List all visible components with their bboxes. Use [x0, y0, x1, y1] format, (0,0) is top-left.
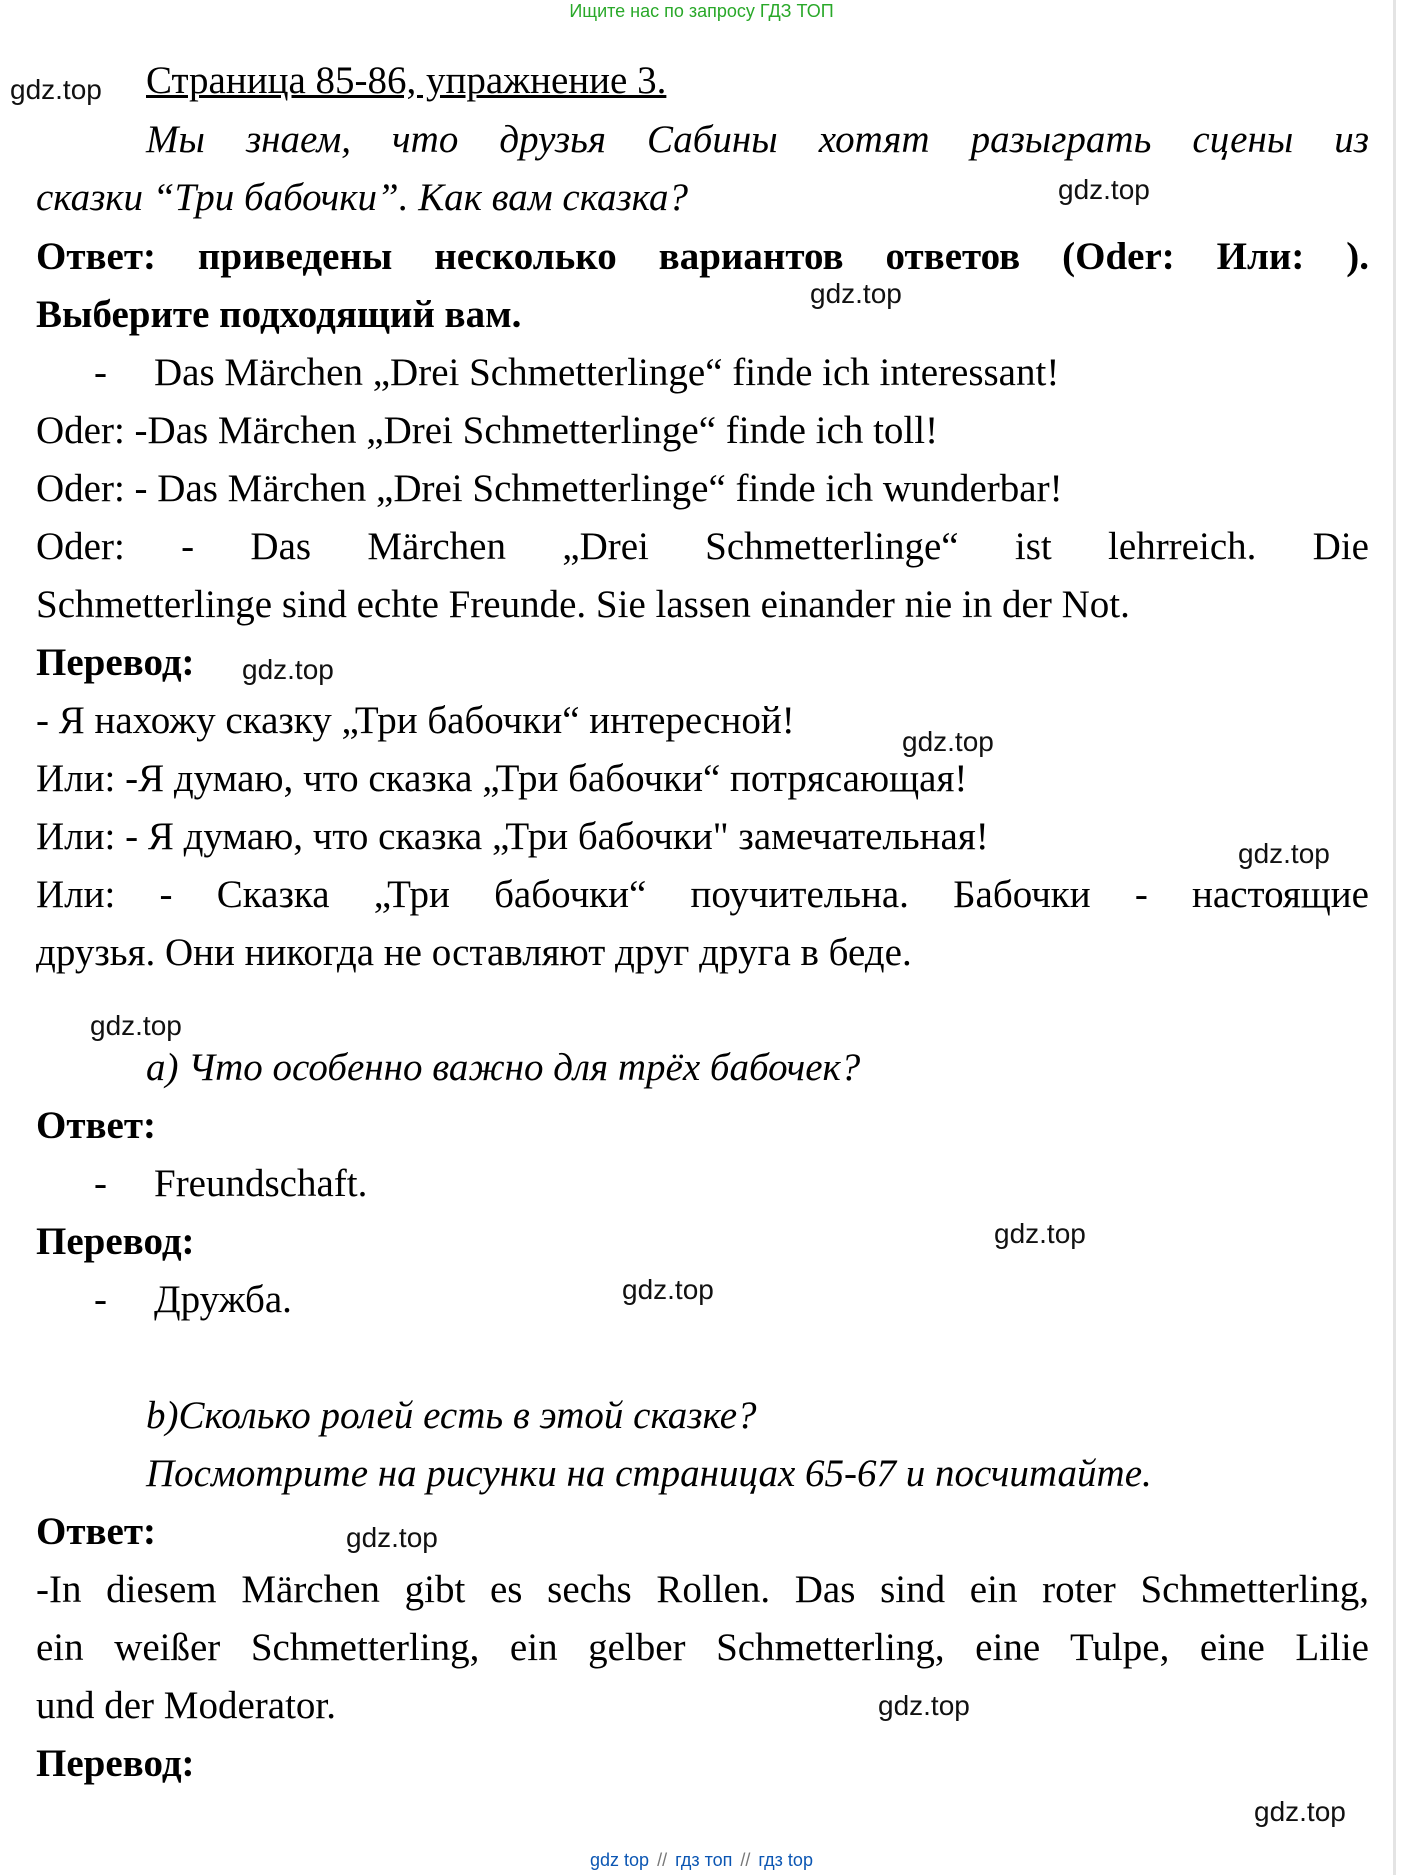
footer-link-gdz-top[interactable]: gdz top: [590, 1850, 650, 1870]
part-b-instruction: Посмотрите на рисунки на страницах 65-67 и посчитайте.: [146, 1452, 1152, 1495]
watermark: gdz.top: [242, 654, 334, 685]
watermark: gdz.top: [810, 278, 902, 309]
exercise-title: Страница 85-86, упражнение 3.: [146, 59, 667, 102]
watermark: gdz.top: [1254, 1796, 1346, 1827]
watermark: gdz.top: [90, 1010, 182, 1041]
german-answer-4-line-1: Oder: - Das Märchen „Drei Schmetterlinge“ ist lehrreich. Die: [36, 525, 1369, 568]
watermark: gdz.top: [346, 1522, 438, 1553]
answer-heading-line-2: Выберите подходящий вам.: [36, 293, 522, 336]
page-edge-rule: [1393, 0, 1396, 1875]
watermark: gdz.top: [994, 1218, 1086, 1249]
list-dash: -: [94, 1162, 107, 1205]
translation-4-line-1: Или: - Сказка „Три бабочки“ поучительна. Бабочки - настоящие: [36, 873, 1369, 916]
list-dash: -: [94, 1278, 107, 1321]
translation-4-line-2: друзья. Они никогда не оставляют друг друга в беде.: [36, 931, 912, 974]
watermark: gdz.top: [902, 726, 994, 757]
german-answer-2: Oder: -Das Märchen „Drei Schmetterlinge“ finde ich toll!: [36, 409, 939, 452]
part-a-translation-label: Перевод:: [36, 1220, 195, 1263]
part-b-answer-label: Ответ:: [36, 1510, 157, 1553]
footer-link-gdz-top-ru[interactable]: гдз топ: [675, 1850, 733, 1870]
part-a-question: a) Что особенно важно для трёх бабочек?: [146, 1046, 861, 1089]
german-answer-1-text: Das Märchen „Drei Schmetterlinge“ finde ich interessant!: [154, 351, 1060, 394]
part-b-question: b)Сколько ролей есть в этой сказке?: [146, 1394, 757, 1437]
watermark: gdz.top: [1238, 838, 1330, 869]
footer-separator: //: [740, 1850, 751, 1870]
watermark: gdz.top: [622, 1274, 714, 1305]
part-a-translation-text: Дружба.: [154, 1278, 292, 1321]
list-dash: -: [94, 351, 107, 394]
translation-2: Или: -Я думаю, что сказка „Три бабочки“ потрясающая!: [36, 757, 968, 800]
part-a-answer: [36, 1161, 1369, 1207]
german-answer-1: [36, 350, 1369, 396]
part-b-answer-line-2: ein weißer Schmetterling, ein gelber Schmetterling, eine Tulpe, eine Lilie: [36, 1626, 1369, 1669]
answer-heading-line-1: Ответ: приведены несколько вариантов ответов (Oder: Или: ).: [36, 235, 1369, 278]
translation-3: Или: - Я думаю, что сказка „Три бабочки" замечательная!: [36, 815, 989, 858]
part-a-answer-label: Ответ:: [36, 1104, 157, 1147]
question-line-1: Мы знаем, что друзья Сабины хотят разыграть сцены из: [146, 118, 1369, 161]
search-hint: Ищите нас по запросу ГДЗ ТОП: [569, 1, 834, 21]
footer-separator: //: [657, 1850, 668, 1870]
german-answer-3: Oder: - Das Märchen „Drei Schmetterlinge“ finde ich wunderbar!: [36, 467, 1063, 510]
watermark: gdz.top: [10, 74, 102, 105]
watermark: gdz.top: [878, 1690, 970, 1721]
translation-label: Перевод:: [36, 641, 195, 684]
part-a-answer-text: Freundschaft.: [154, 1162, 368, 1205]
part-b-translation-label: Перевод:: [36, 1742, 195, 1785]
german-answer-4-line-2: Schmetterlinge sind echte Freunde. Sie lassen einander nie in der Not.: [36, 583, 1130, 626]
footer-link-gdz-top-mixed[interactable]: гдз top: [758, 1850, 813, 1870]
translation-1: - Я нахожу сказку „Три бабочки“ интересной!: [36, 699, 795, 742]
footer-links: [0, 1849, 1403, 1871]
question-line-2: сказки “Три бабочки”. Как вам сказка?: [36, 176, 688, 219]
part-b-answer-line-1: -In diesem Märchen gibt es sechs Rollen. Das sind ein roter Schmetterling,: [36, 1568, 1369, 1611]
part-b-answer-line-3: und der Moderator.: [36, 1684, 337, 1727]
watermark: gdz.top: [1058, 174, 1150, 205]
